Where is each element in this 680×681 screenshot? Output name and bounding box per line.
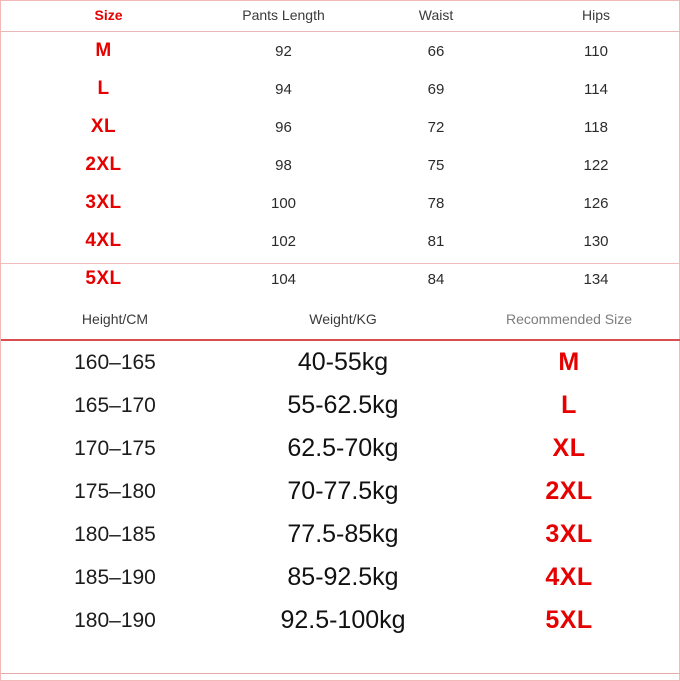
cell-pants-length: 96	[275, 118, 292, 136]
cell-weight: 85-92.5kg	[287, 563, 399, 592]
cell-size: L	[97, 78, 110, 100]
cell-hips: 134	[583, 270, 609, 288]
cell-size: 2XL	[85, 154, 122, 176]
cell-waist: 81	[427, 232, 445, 250]
cell-hips: 110	[584, 42, 608, 60]
cell-pants-length: 98	[275, 156, 292, 174]
cell-recommended-size: L	[561, 391, 577, 420]
cell-weight: 40-55kg	[297, 348, 389, 377]
cell-hips: 114	[584, 80, 608, 98]
cell-pants-length: 94	[275, 80, 292, 98]
cell-hips: 122	[583, 156, 609, 174]
cell-waist: 78	[427, 194, 445, 212]
table-row	[1, 222, 680, 260]
cell-size: 4XL	[85, 230, 122, 252]
cell-height: 180–190	[74, 608, 156, 632]
cell-height: 165–170	[74, 393, 156, 417]
table-row	[1, 470, 680, 513]
cell-height: 160–165	[74, 350, 156, 374]
cell-waist: 72	[427, 118, 445, 136]
cell-size: M	[95, 40, 112, 62]
cell-height: 175–180	[74, 479, 156, 503]
header-recommended-size: Recommended Size	[457, 297, 680, 340]
header-size: Size	[1, 1, 206, 32]
cell-recommended-size: 3XL	[545, 520, 593, 549]
cell-size: XL	[90, 116, 117, 138]
cell-pants-length: 92	[275, 42, 292, 60]
cell-waist: 66	[427, 42, 445, 60]
cell-waist: 84	[427, 270, 445, 288]
cell-waist: 75	[427, 156, 445, 174]
table-row	[1, 70, 680, 108]
cell-weight: 77.5-85kg	[287, 520, 399, 549]
header-waist: Waist	[361, 1, 511, 32]
cell-height: 185–190	[74, 565, 156, 589]
table-row	[1, 32, 680, 71]
cell-pants-length: 102	[270, 232, 297, 250]
cell-height: 180–185	[74, 522, 156, 546]
table-row	[1, 556, 680, 599]
cell-recommended-size: XL	[552, 434, 586, 463]
cell-hips: 130	[583, 232, 609, 250]
cell-weight: 62.5-70kg	[287, 434, 399, 463]
cell-hips: 118	[584, 118, 608, 136]
header-weight: Weight/KG	[229, 297, 457, 340]
recommend-table-header-row	[1, 297, 680, 340]
cell-waist: 69	[427, 80, 445, 98]
header-height: Height/CM	[1, 297, 229, 340]
bottom-rule	[1, 673, 680, 674]
cell-weight: 92.5-100kg	[280, 606, 406, 635]
cell-recommended-size: 4XL	[545, 563, 593, 592]
table-row	[1, 184, 680, 222]
cell-size: 5XL	[85, 268, 122, 290]
table-row	[1, 108, 680, 146]
size-table-header-row	[1, 1, 680, 32]
header-pants-length: Pants Length	[206, 1, 361, 32]
cell-hips: 126	[583, 194, 609, 212]
table-row	[1, 599, 680, 642]
cell-weight: 70-77.5kg	[287, 477, 399, 506]
cell-size: 3XL	[85, 192, 122, 214]
cell-pants-length: 104	[270, 270, 297, 288]
table-row	[1, 384, 680, 427]
size-measurements-table	[1, 1, 680, 298]
cell-pants-length: 100	[270, 194, 297, 212]
header-hips: Hips	[511, 1, 680, 32]
cell-weight: 55-62.5kg	[287, 391, 399, 420]
table-row	[1, 513, 680, 556]
cell-recommended-size: 5XL	[545, 606, 593, 635]
recommended-size-table	[1, 297, 680, 642]
table-row	[1, 146, 680, 184]
table-row	[1, 340, 680, 384]
cell-recommended-size: M	[558, 348, 580, 377]
table-row	[1, 427, 680, 470]
section-divider	[1, 263, 680, 296]
cell-height: 170–175	[74, 436, 156, 460]
cell-recommended-size: 2XL	[545, 477, 593, 506]
